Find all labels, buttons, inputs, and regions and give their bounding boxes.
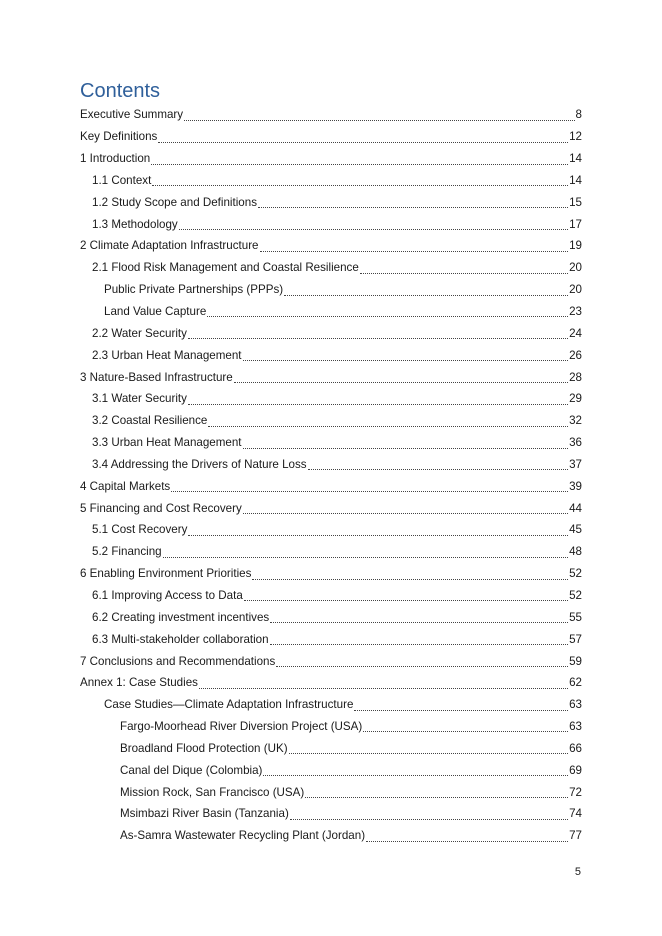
toc-entry[interactable]: [80, 497, 582, 519]
toc-entry-page: 52: [569, 588, 582, 602]
toc-entry[interactable]: [80, 191, 582, 213]
toc-entry[interactable]: [80, 585, 582, 607]
toc-entry[interactable]: [80, 410, 582, 432]
toc-entry-title: Mission Rock, San Francisco (USA): [120, 785, 305, 799]
toc-entry-title: Key Definitions: [80, 130, 158, 144]
toc-entry-title: 1.1 Context: [92, 173, 152, 187]
toc-entry-title: 1.3 Methodology: [92, 217, 178, 231]
toc-entry[interactable]: [80, 301, 582, 323]
toc-leader-dots: [305, 785, 568, 798]
toc-entry-title: 3.4 Addressing the Drivers of Nature Loss: [92, 457, 307, 471]
toc-leader-dots: [258, 195, 568, 208]
toc-entry[interactable]: [80, 759, 582, 781]
toc-entry-page: 23: [569, 305, 582, 319]
toc-entry[interactable]: [80, 563, 582, 585]
toc-entry-title: 6.1 Improving Access to Data: [92, 588, 243, 602]
toc-entry-page: 77: [569, 829, 582, 843]
toc-entry-title: 4 Capital Markets: [80, 479, 171, 493]
toc-entry[interactable]: [80, 432, 582, 454]
toc-leader-dots: [308, 457, 569, 470]
toc-entry[interactable]: [80, 475, 582, 497]
toc-leader-dots: [260, 239, 569, 252]
toc-entry-page: 37: [569, 457, 582, 471]
toc-entry-title: 5 Financing and Cost Recovery: [80, 501, 242, 515]
toc-leader-dots: [188, 523, 568, 536]
toc-entry[interactable]: [80, 737, 582, 759]
toc-entry-title: Annex 1: Case Studies: [80, 676, 198, 690]
toc-entry-page: 44: [569, 501, 582, 515]
toc-entry[interactable]: [80, 279, 582, 301]
toc-leader-dots: [179, 217, 568, 230]
toc-entry-page: 63: [569, 720, 582, 734]
toc-entry-page: 48: [569, 545, 582, 559]
toc-entry-page: 59: [569, 654, 582, 668]
toc-entry-page: 66: [569, 741, 582, 755]
toc-entry[interactable]: [80, 694, 582, 716]
toc-leader-dots: [289, 741, 569, 754]
toc-entry-title: 3.3 Urban Heat Management: [92, 436, 242, 450]
toc-entry-page: 69: [569, 763, 582, 777]
toc-leader-dots: [151, 152, 568, 165]
toc-entry-title: 2.2 Water Security: [92, 326, 187, 340]
page-number: 5: [574, 866, 581, 878]
toc-entry-page: 57: [569, 632, 582, 646]
toc-entry-title: Public Private Partnerships (PPPs): [104, 283, 284, 297]
toc-entry-page: 28: [569, 370, 582, 384]
toc-entry-page: 52: [569, 567, 582, 581]
toc-entry-title: 6.3 Multi-stakeholder collaboration: [92, 632, 269, 646]
toc-leader-dots: [354, 698, 568, 711]
toc-leader-dots: [208, 414, 568, 427]
toc-entry-page: 14: [569, 173, 582, 187]
toc-leader-dots: [276, 654, 568, 667]
toc-entry-title: Canal del Dique (Colombia): [120, 763, 263, 777]
toc-entry-page: 62: [569, 676, 582, 690]
toc-leader-dots: [270, 632, 569, 645]
toc-entry-page: 36: [569, 436, 582, 450]
toc-leader-dots: [243, 436, 569, 449]
toc-entry-title: 2.1 Flood Risk Management and Coastal Resilience: [92, 261, 359, 275]
toc-entry-page: 39: [569, 479, 582, 493]
toc-leader-dots: [290, 807, 568, 820]
table-of-contents: [80, 104, 582, 847]
toc-entry-title: Case Studies—Climate Adaptation Infrastructure: [104, 698, 354, 712]
toc-leader-dots: [244, 588, 568, 601]
toc-entry-page: 14: [569, 152, 582, 166]
toc-entry[interactable]: [80, 781, 582, 803]
toc-entry-page: 24: [569, 326, 582, 340]
toc-leader-dots: [184, 108, 574, 121]
toc-entry-page: 8: [575, 108, 582, 122]
toc-entry-title: Fargo-Moorhead River Diversion Project (USA): [120, 720, 363, 734]
toc-entry[interactable]: [80, 366, 582, 388]
toc-entry-title: 1 Introduction: [80, 152, 151, 166]
toc-entry[interactable]: [80, 170, 582, 192]
toc-entry[interactable]: [80, 148, 582, 170]
toc-entry[interactable]: [80, 628, 582, 650]
toc-entry-page: 32: [569, 414, 582, 428]
toc-entry-title: 6.2 Creating investment incentives: [92, 610, 270, 624]
toc-entry-page: 72: [569, 785, 582, 799]
toc-entry[interactable]: [80, 825, 582, 847]
toc-entry-title: Broadland Flood Protection (UK): [120, 741, 288, 755]
toc-entry[interactable]: [80, 322, 582, 344]
toc-entry-title: Msimbazi River Basin (Tanzania): [120, 807, 289, 821]
toc-leader-dots: [284, 283, 568, 296]
toc-entry-page: 17: [569, 217, 582, 231]
toc-leader-dots: [270, 610, 568, 623]
toc-leader-dots: [363, 719, 568, 732]
toc-entry-title: 1.2 Study Scope and Definitions: [92, 195, 257, 209]
toc-entry[interactable]: [80, 716, 582, 738]
toc-entry[interactable]: [80, 213, 582, 235]
toc-entry-title: 6 Enabling Environment Priorities: [80, 567, 252, 581]
toc-leader-dots: [360, 261, 568, 274]
toc-entry-title: 5.1 Cost Recovery: [92, 523, 188, 537]
toc-leader-dots: [158, 130, 568, 143]
toc-entry-page: 20: [569, 261, 582, 275]
toc-entry-title: Executive Summary: [80, 108, 184, 122]
toc-entry-title: 2 Climate Adaptation Infrastructure: [80, 239, 259, 253]
toc-leader-dots: [152, 173, 568, 186]
toc-entry[interactable]: [80, 541, 582, 563]
toc-entry[interactable]: [80, 126, 582, 148]
toc-entry[interactable]: [80, 235, 582, 257]
toc-leader-dots: [199, 676, 568, 689]
toc-entry-page: 55: [569, 610, 582, 624]
toc-entry[interactable]: [80, 650, 582, 672]
toc-entry-page: 45: [569, 523, 582, 537]
toc-leader-dots: [243, 348, 569, 361]
toc-entry[interactable]: [80, 606, 582, 628]
toc-entry-title: As-Samra Wastewater Recycling Plant (Jordan): [120, 829, 366, 843]
toc-entry[interactable]: [80, 344, 582, 366]
toc-entry-title: 5.2 Financing: [92, 545, 162, 559]
toc-entry-page: 63: [569, 698, 582, 712]
toc-leader-dots: [188, 326, 568, 339]
toc-entry[interactable]: [80, 104, 582, 126]
toc-leader-dots: [252, 567, 568, 580]
toc-entry-page: 74: [569, 807, 582, 821]
toc-entry[interactable]: [80, 257, 582, 279]
toc-entry[interactable]: [80, 454, 582, 476]
toc-entry[interactable]: [80, 803, 582, 825]
toc-entry-title: 3 Nature-Based Infrastructure: [80, 370, 233, 384]
toc-leader-dots: [366, 829, 568, 842]
toc-entry-page: 29: [569, 392, 582, 406]
toc-entry[interactable]: [80, 519, 582, 541]
toc-entry-title: 3.2 Coastal Resilience: [92, 414, 208, 428]
toc-entry-page: 12: [569, 130, 582, 144]
toc-entry[interactable]: [80, 388, 582, 410]
toc-leader-dots: [163, 545, 568, 558]
toc-entry-page: 20: [569, 283, 582, 297]
contents-heading: Contents: [80, 80, 161, 102]
toc-leader-dots: [188, 392, 568, 405]
toc-leader-dots: [171, 479, 568, 492]
toc-leader-dots: [207, 304, 568, 317]
toc-entry-title: 3.1 Water Security: [92, 392, 187, 406]
toc-entry-page: 15: [569, 195, 582, 209]
toc-entry-title: 2.3 Urban Heat Management: [92, 348, 242, 362]
toc-entry-page: 26: [569, 348, 582, 362]
toc-entry-title: Land Value Capture: [104, 305, 207, 319]
toc-leader-dots: [234, 370, 568, 383]
toc-leader-dots: [243, 501, 568, 514]
toc-leader-dots: [263, 763, 568, 776]
toc-entry-title: 7 Conclusions and Recommendations: [80, 654, 276, 668]
toc-entry[interactable]: [80, 672, 582, 694]
toc-entry-page: 19: [569, 239, 582, 253]
